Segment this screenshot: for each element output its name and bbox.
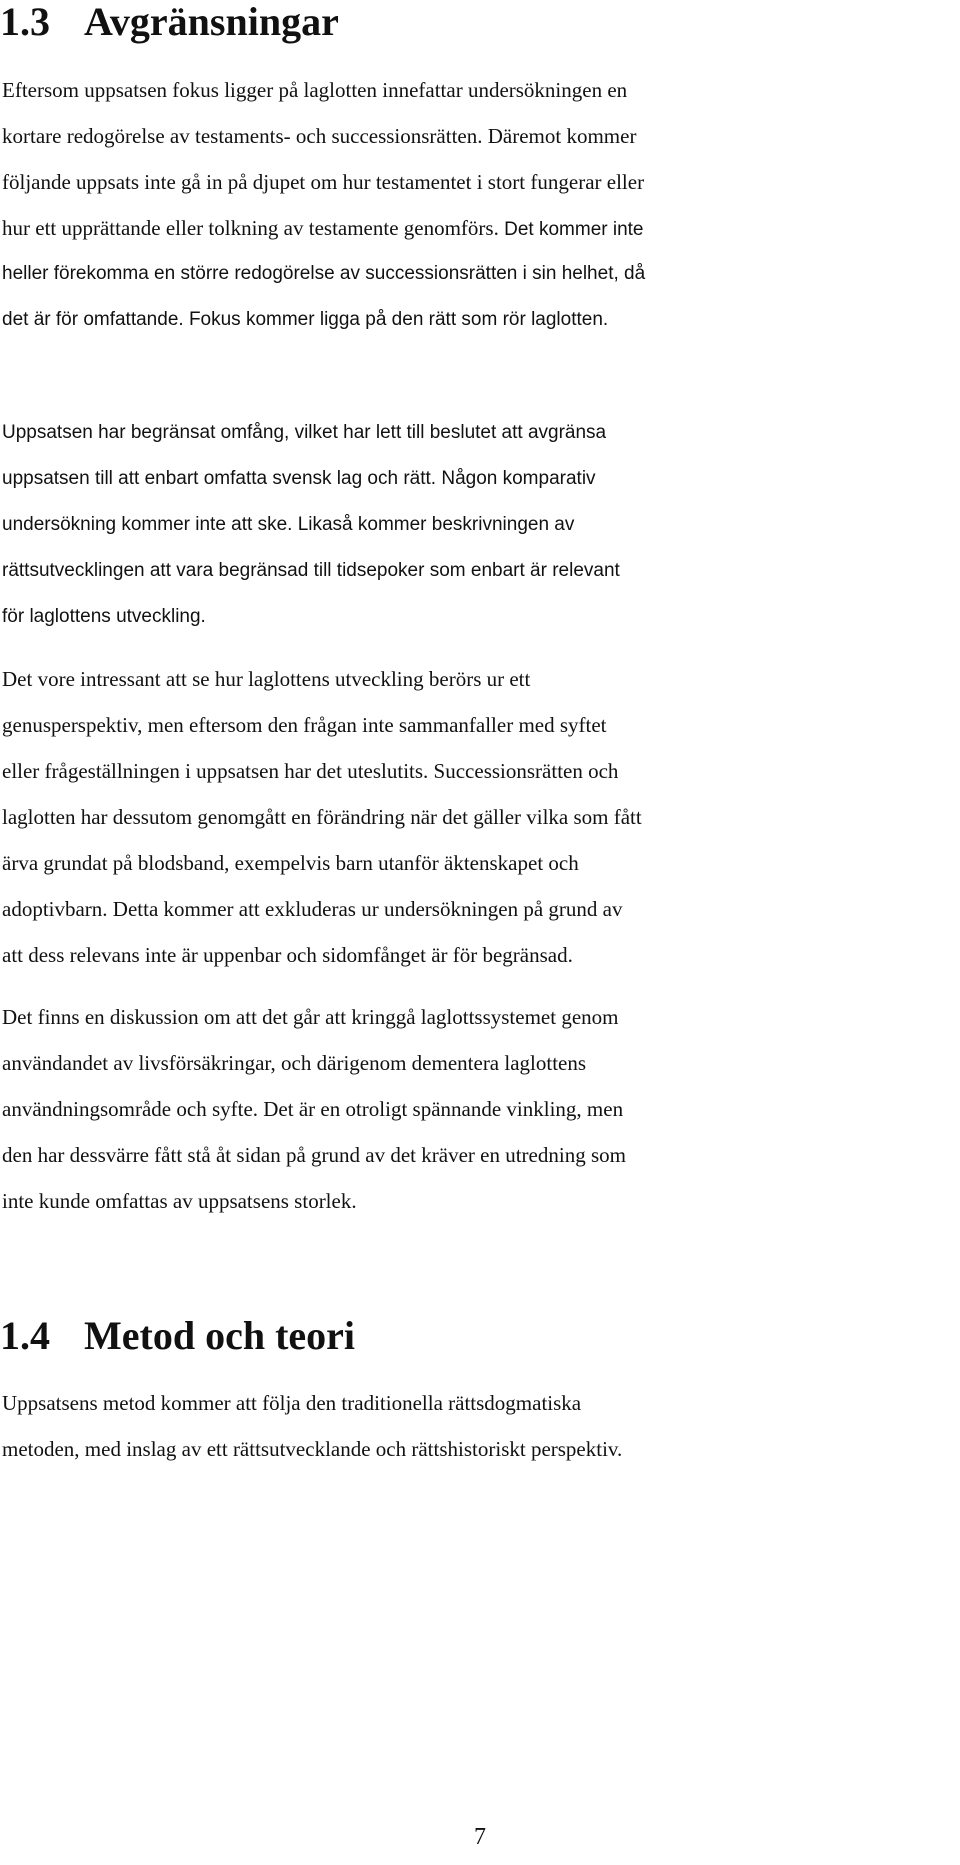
text-line: kortare redogörelse av testaments- och successionsrätten. Däremot kommer bbox=[2, 124, 637, 148]
text-line: för laglottens utveckling. bbox=[2, 606, 206, 627]
section-title: Metod och teori bbox=[84, 1313, 356, 1358]
text-line: undersökning kommer inte att ske. Likaså kommer beskrivningen av bbox=[2, 514, 575, 535]
text-line: rättsutvecklingen att vara begränsad till tidsepoker som enbart är relevant bbox=[2, 560, 620, 581]
text-segment: hur ett upprättande eller tolkning av testamente genomförs. bbox=[2, 216, 499, 240]
text-line: inte kunde omfattas av uppsatsens storlek. bbox=[2, 1189, 357, 1213]
text-line: den har dessvärre fått stå åt sidan på grund av det kräver en utredning som bbox=[2, 1143, 626, 1167]
text-line: adoptivbarn. Detta kommer att exkluderas ur undersökningen på grund av bbox=[2, 897, 623, 921]
text-line-mixed bbox=[2, 205, 645, 251]
text-line: att dess relevans inte är uppenbar och sidomfånget är för begränsad. bbox=[2, 943, 573, 967]
text-line: uppsatsen till att enbart omfatta svensk lag och rätt. Någon komparativ bbox=[2, 468, 596, 489]
text-line: det är för omfattande. Fokus kommer ligga på den rätt som rör laglotten. bbox=[2, 309, 609, 330]
text-line: heller förekomma en större redogörelse av successionsrätten i sin helhet, då bbox=[2, 263, 646, 284]
section-number: 1.3 bbox=[0, 0, 50, 44]
section-heading-1-4 bbox=[0, 1314, 355, 1358]
section-title: Avgränsningar bbox=[84, 0, 339, 44]
paragraph-scope-limits bbox=[2, 410, 620, 640]
text-line: följande uppsats inte gå in på djupet om hur testamentet i stort fungerar eller bbox=[2, 170, 645, 194]
text-line: användningsområde och syfte. Det är en otroligt spännande vinkling, men bbox=[2, 1097, 624, 1121]
text-line: Uppsatsen har begränsat omfång, vilket har lett till beslutet att avgränsa bbox=[2, 422, 607, 443]
text-line: eller frågeställningen i uppsatsen har det uteslutits. Successionsrätten och bbox=[2, 759, 619, 783]
section-number: 1.4 bbox=[0, 1313, 50, 1358]
text-line: användandet av livsförsäkringar, och därigenom dementera laglottens bbox=[2, 1051, 587, 1075]
page-number: 7 bbox=[474, 1824, 486, 1850]
text-line: Uppsatsens metod kommer att följa den traditionella rättsdogmatiska bbox=[2, 1391, 582, 1415]
text-line: Det vore intressant att se hur laglottens utveckling berörs ur ett bbox=[2, 667, 531, 691]
text-line: Eftersom uppsatsen fokus ligger på laglotten innefattar undersökningen en bbox=[2, 78, 628, 102]
paragraph-method bbox=[2, 1380, 622, 1472]
paragraph-scope-intro bbox=[2, 67, 645, 343]
section-heading-1-3 bbox=[0, 0, 339, 44]
text-line: Det finns en diskussion om att det går att kringgå laglottssystemet genom bbox=[2, 1005, 619, 1029]
text-line: ärva grundat på blodsband, exempelvis barn utanför äktenskapet och bbox=[2, 851, 579, 875]
paragraph-gender-perspective bbox=[2, 656, 642, 978]
text-line: genusperspektiv, men eftersom den frågan inte sammanfaller med syftet bbox=[2, 713, 607, 737]
text-line: metoden, med inslag av ett rättsutvecklande och rättshistoriskt perspektiv. bbox=[2, 1437, 623, 1461]
text-segment: Det kommer inte bbox=[498, 219, 644, 240]
paragraph-life-insurance bbox=[2, 994, 626, 1224]
text-line: laglotten har dessutom genomgått en förändring när det gäller vilka som fått bbox=[2, 805, 642, 829]
